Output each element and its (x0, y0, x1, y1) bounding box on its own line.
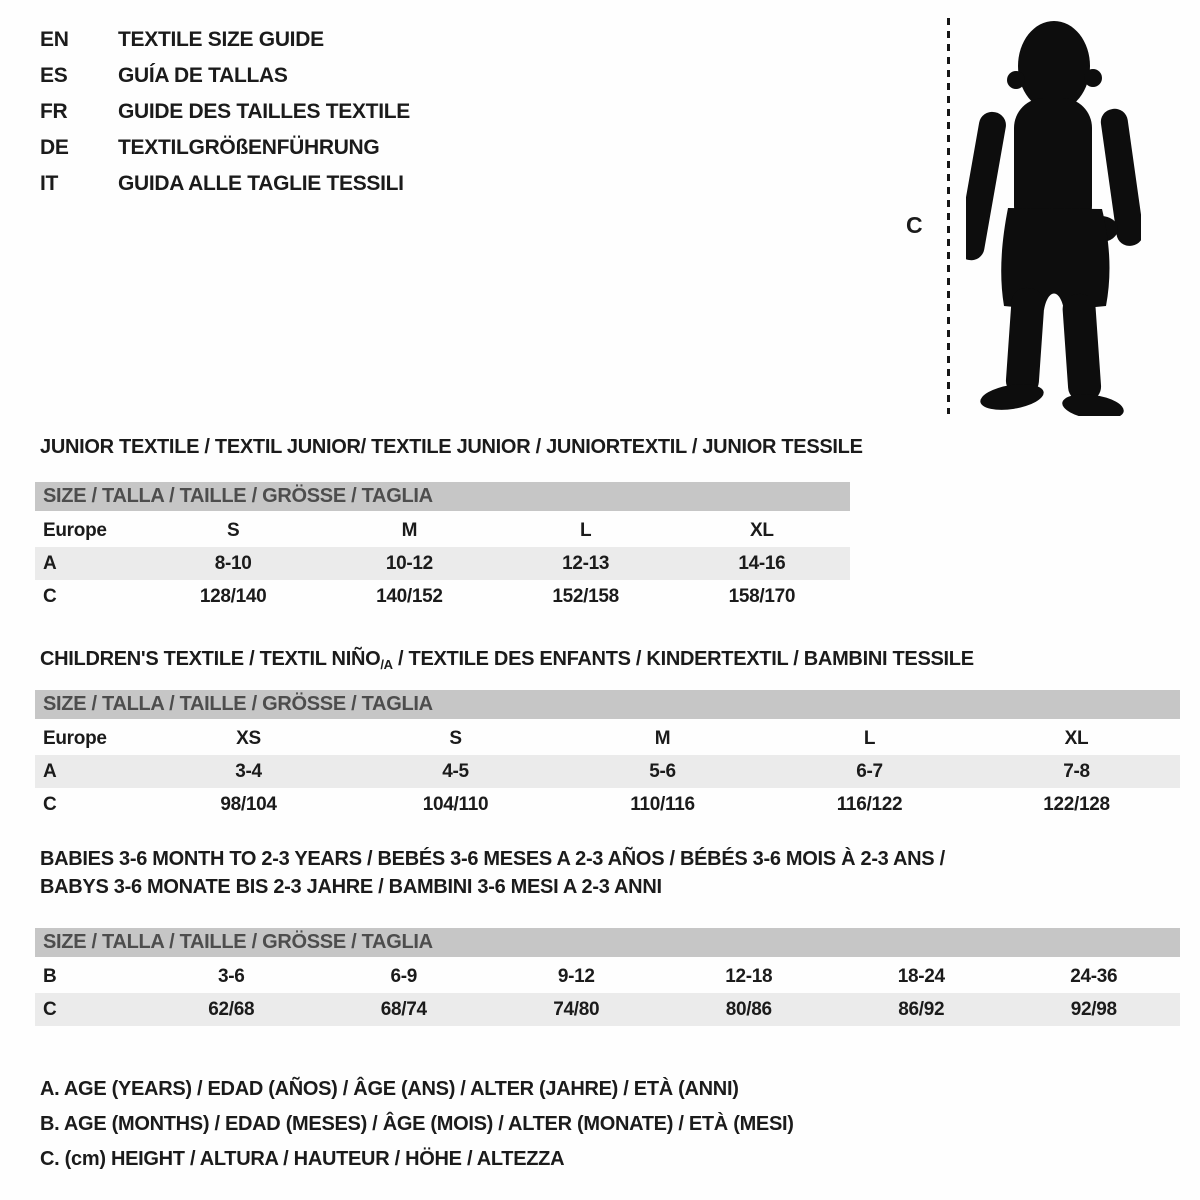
babies-row-c (35, 993, 1180, 1026)
table-cell: 12-18 (725, 965, 773, 987)
table-cell: M (401, 519, 418, 541)
row-label: B (43, 965, 57, 987)
children-section-title (35, 645, 1180, 679)
language-code: ES (40, 64, 68, 87)
table-cell: 62/68 (208, 998, 255, 1020)
table-cell: S (226, 519, 240, 541)
babies-title-text: BABYS 3-6 MONATE BIS 2-3 JAHRE / BAMBINI 3-6 MESI A 2-3 ANNI (40, 876, 662, 898)
measure-legend (40, 1072, 794, 1177)
table-cell: 12-13 (562, 552, 610, 574)
table-cell: 14-16 (738, 552, 786, 574)
table-cell: M (654, 727, 671, 749)
children-title-line-1 (40, 645, 1180, 679)
table-cell: 74/80 (553, 998, 600, 1020)
children-table (35, 722, 1180, 821)
language-title: TEXTILGRÖßENFÜHRUNG (118, 136, 380, 159)
children-title-text: CHILDREN'S TEXTILE / TEXTIL NIÑO (40, 648, 381, 670)
table-cell: 122/128 (1043, 793, 1110, 815)
table-cell: XL (750, 519, 774, 541)
babies-title-line-2 (40, 873, 1180, 901)
babies-textile-section (35, 845, 1180, 1020)
children-row-europe (35, 722, 1180, 755)
children-title-text: /A (380, 657, 393, 672)
height-measure-label: C (906, 212, 923, 238)
row-label: C (43, 585, 57, 607)
legend-line-b: B. AGE (MONTHS) / EDAD (MESES) / ÂGE (MOIS) / ALTER (MONATE) / ETÀ (MESI) (40, 1113, 794, 1135)
language-title: TEXTILE SIZE GUIDE (118, 28, 324, 51)
table-cell: 7-8 (1063, 760, 1090, 782)
junior-table (35, 514, 850, 613)
junior-size-header-bar: SIZE / TALLA / TAILLE / GRÖSSE / TAGLIA (35, 482, 850, 511)
row-label: C (43, 793, 57, 815)
toddler-shape (966, 21, 1141, 416)
table-cell: 68/74 (380, 998, 427, 1020)
language-row-fr (40, 94, 410, 130)
language-row-en (40, 22, 410, 58)
table-cell: 8-10 (214, 552, 252, 574)
junior-title-text: JUNIOR TEXTILE / TEXTIL JUNIOR/ TEXTILE JUNIOR / JUNIORTEXTIL / JUNIOR TESSILE (40, 436, 863, 458)
babies-section-title (35, 845, 1180, 901)
children-title-text: / TEXTILE DES ENFANTS / KINDERTEXTIL / BAMBINI TESSILE (392, 648, 974, 670)
language-code: FR (40, 100, 68, 123)
table-cell: 140/152 (376, 585, 443, 607)
table-cell: 3-6 (217, 965, 245, 987)
table-cell: 92/98 (1070, 998, 1117, 1020)
junior-row-a (35, 547, 850, 580)
children-size-header-bar: SIZE / TALLA / TAILLE / GRÖSSE / TAGLIA (35, 690, 1180, 719)
junior-section-title (35, 433, 863, 461)
table-cell: 9-12 (557, 965, 595, 987)
junior-row-c (35, 580, 850, 613)
junior-textile-section (35, 433, 863, 607)
height-measure-dashed-line (947, 18, 950, 414)
language-code: IT (40, 172, 59, 195)
row-label: Europe (43, 519, 107, 541)
row-label: C (43, 998, 57, 1020)
table-cell: XS (236, 727, 261, 749)
children-row-a (35, 755, 1180, 788)
table-cell: 116/122 (836, 793, 903, 815)
table-cell: 6-9 (390, 965, 418, 987)
table-cell: 158/170 (728, 585, 796, 607)
table-cell: 86/92 (898, 998, 945, 1020)
legend-line-a: A. AGE (YEARS) / EDAD (AÑOS) / ÂGE (ANS) / ALTER (JAHRE) / ETÀ (ANNI) (40, 1078, 739, 1100)
table-cell: 152/158 (552, 585, 619, 607)
table-cell: L (579, 519, 592, 541)
children-row-c (35, 788, 1180, 821)
language-title: GUIDA ALLE TAGLIE TESSILI (118, 172, 404, 195)
babies-title-line-1 (40, 845, 1180, 873)
table-cell: 10-12 (385, 552, 433, 574)
language-row-de (40, 130, 410, 166)
table-cell: L (863, 727, 876, 749)
table-cell: 24-36 (1070, 965, 1118, 987)
babies-row-b (35, 960, 1180, 993)
legend-line-c: C. (cm) HEIGHT / ALTURA / HAUTEUR / HÖHE / ALTEZZA (40, 1148, 565, 1170)
language-list (40, 22, 410, 202)
table-cell: 128/140 (199, 585, 267, 607)
table-cell: 6-7 (856, 760, 883, 782)
language-row-es (40, 58, 410, 94)
babies-table (35, 960, 1180, 1026)
table-cell: XL (1064, 727, 1089, 749)
children-textile-section (35, 645, 1180, 815)
table-cell: 4-5 (442, 760, 469, 782)
table-cell: 18-24 (897, 965, 945, 987)
language-title: GUÍA DE TALLAS (118, 64, 288, 87)
junior-row-europe (35, 514, 850, 547)
babies-size-header-bar: SIZE / TALLA / TAILLE / GRÖSSE / TAGLIA (35, 928, 1180, 957)
table-cell: 104/110 (422, 793, 489, 815)
language-title: GUIDE DES TAILLES TEXTILE (118, 100, 410, 123)
table-cell: 80/86 (725, 998, 772, 1020)
row-label: A (43, 760, 57, 782)
table-cell: S (449, 727, 462, 749)
table-cell: 3-4 (235, 760, 262, 782)
table-cell: 98/104 (220, 793, 277, 815)
language-code: EN (40, 28, 69, 51)
babies-title-text: BABIES 3-6 MONTH TO 2-3 YEARS / BEBÉS 3-6 MESES A 2-3 AÑOS / BÉBÉS 3-6 MOIS À 2-3 ANS / (40, 848, 945, 870)
table-cell: 110/116 (630, 793, 695, 815)
language-row-it (40, 166, 410, 202)
row-label: Europe (43, 727, 107, 749)
junior-title-line-1 (40, 433, 863, 461)
toddler-silhouette-icon (966, 16, 1141, 416)
language-code: DE (40, 136, 69, 159)
table-cell: 5-6 (649, 760, 676, 782)
row-label: A (43, 552, 57, 574)
